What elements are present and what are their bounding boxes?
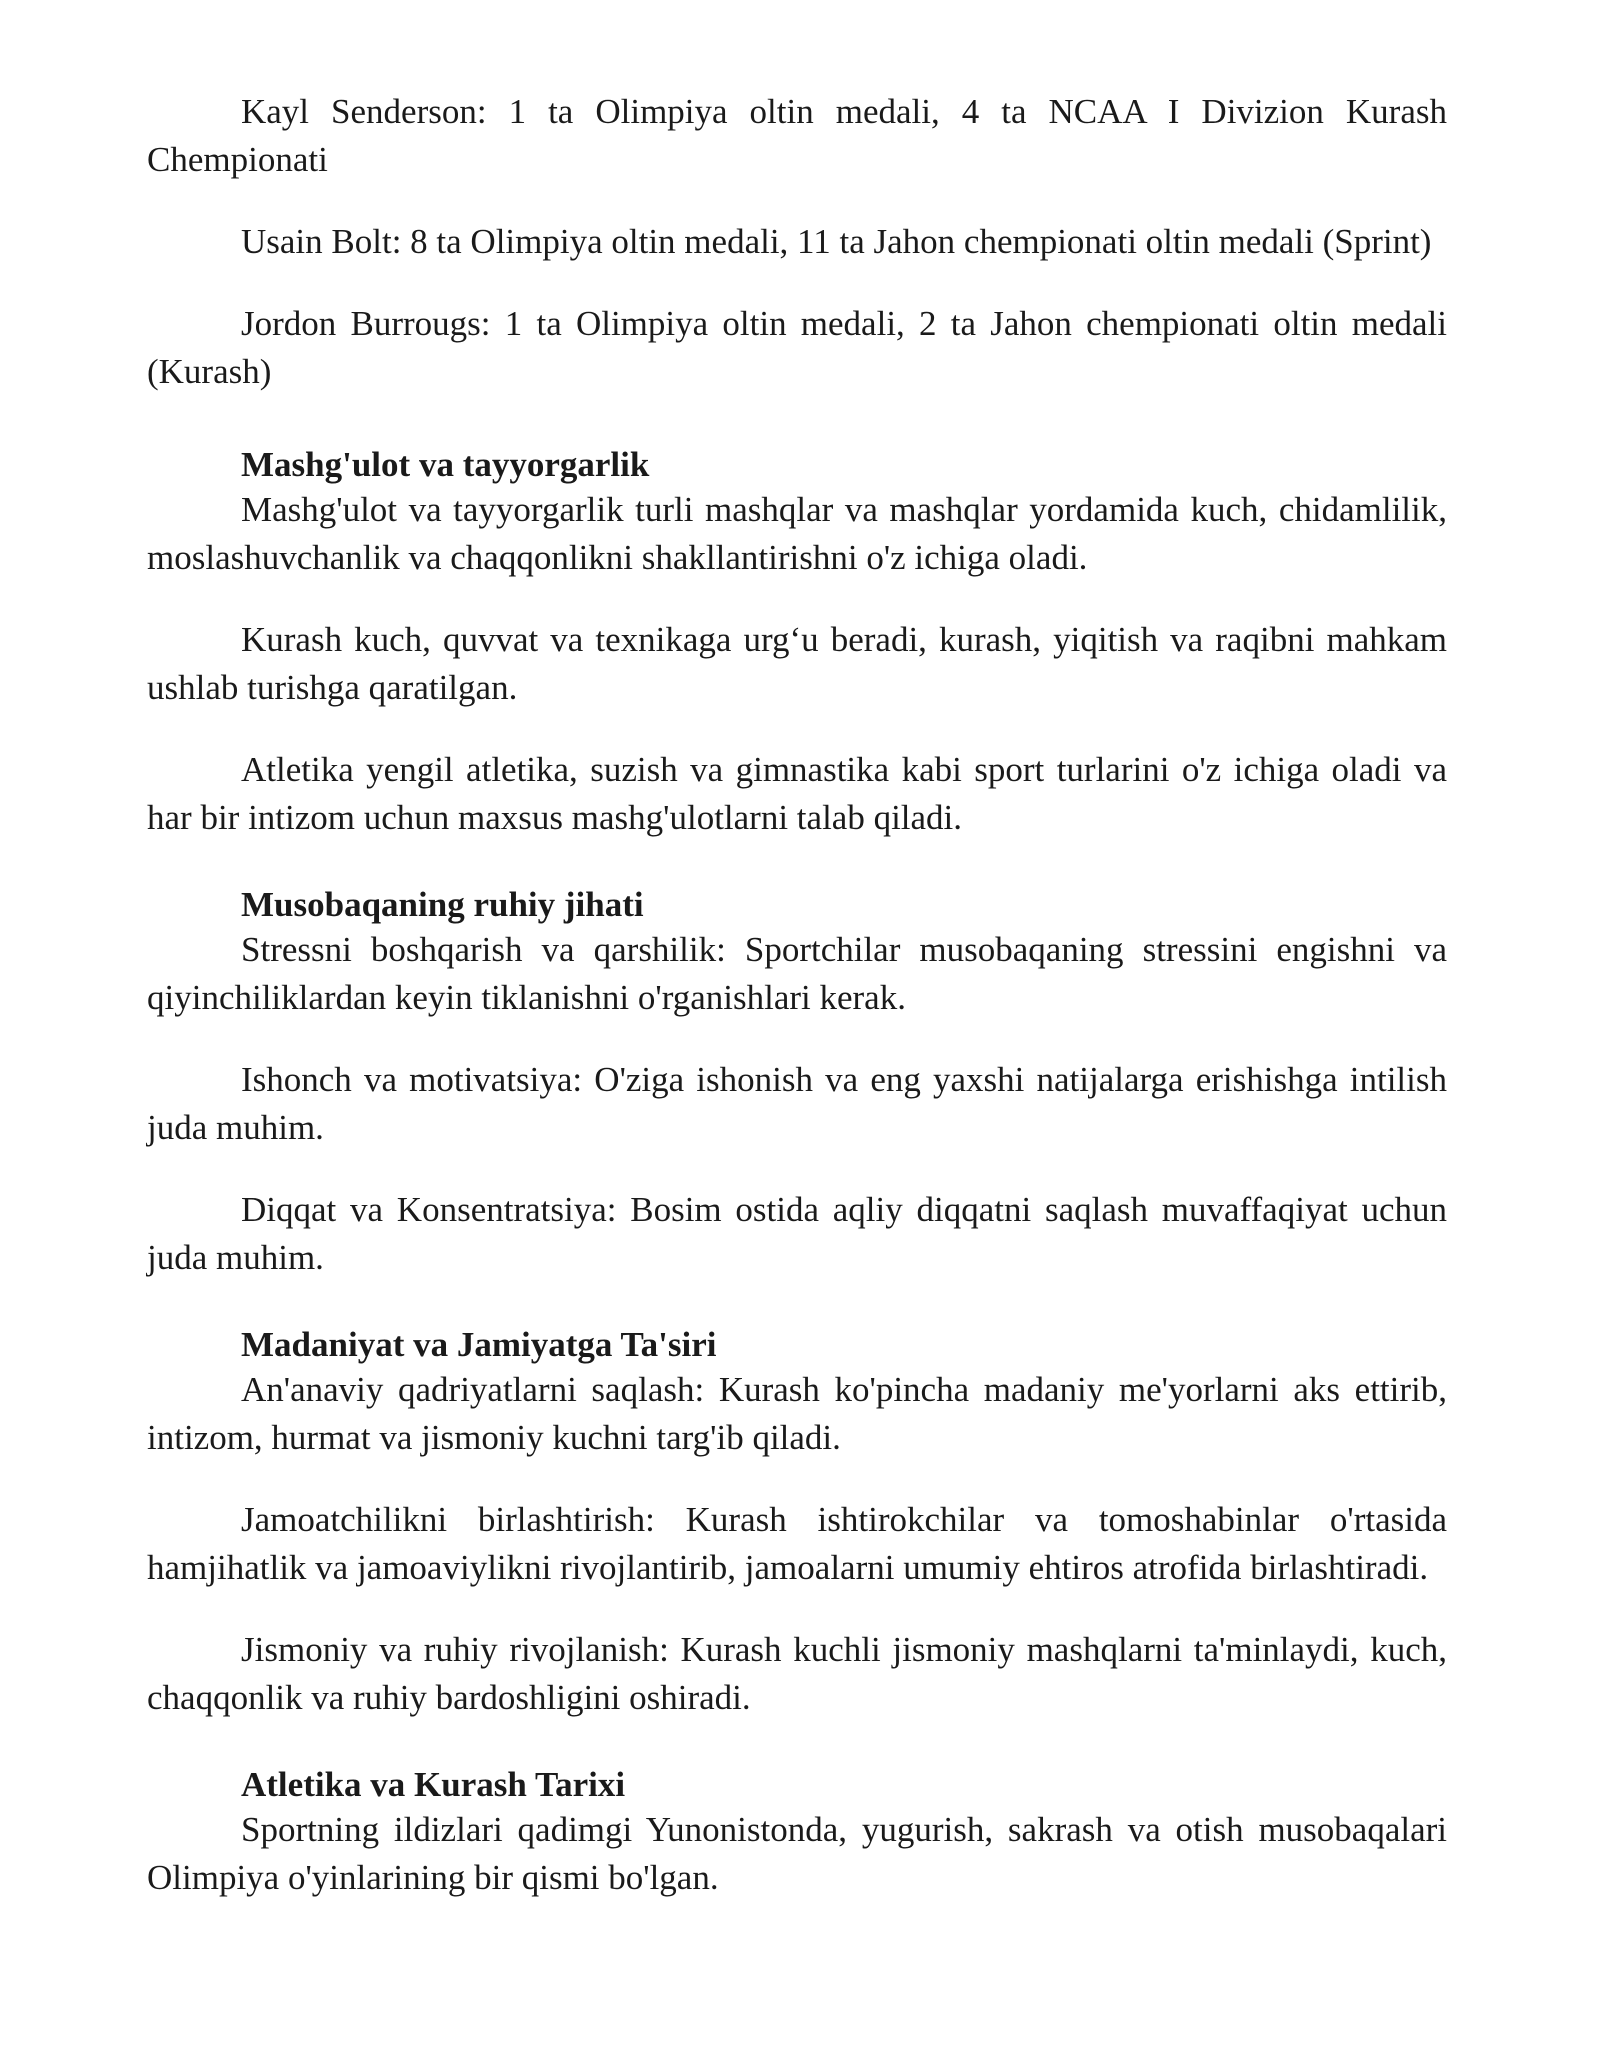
athlete-paragraph-2: Usain Bolt: 8 ta Olimpiya oltin medali, 11 ta Jahon chempionati oltin medali (Sprint) — [241, 222, 1432, 261]
training-heading: Mashg'ulot va tayyorgarlik — [241, 445, 650, 484]
psychology-paragraph-2: Ishonch va motivatsiya: O'ziga ishonish va eng yaxshi natijalarga erishishga intilish juda muhim. — [147, 1060, 1447, 1147]
psychology-paragraph-3: Diqqat va Konsentratsiya: Bosim ostida aqliy diqqatni saqlash muvaffaqiyat uchun juda muhim. — [147, 1190, 1447, 1277]
culture-paragraph-2: Jamoatchilikni birlashtirish: Kurash ishtirokchilar va tomoshabinlar o'rtasida hamjihatlik va jamoaviylikni rivojlantirib, jamoalarni umumiy ehtiros atrofida birlashtiradi. — [147, 1500, 1447, 1587]
training-paragraph-2: Kurash kuch, quvvat va texnikaga urg‘u beradi, kurash, yiqitish va raqibni mahkam ushlab turishga qaratilgan. — [147, 620, 1447, 707]
psychology-heading: Musobaqaning ruhiy jihati — [241, 885, 644, 924]
document-page — [147, 88, 1447, 1936]
athlete-paragraph-1: Kayl Senderson: 1 ta Olimpiya oltin medali, 4 ta NCAA I Divizion Kurash Chempionati — [147, 92, 1447, 179]
culture-paragraph-3: Jismoniy va ruhiy rivojlanish: Kurash kuchli jismoniy mashqlarni ta'minlaydi, kuch, chaqqonlik va ruhiy bardoshligini oshiradi. — [147, 1630, 1447, 1717]
training-paragraph-1: Mashg'ulot va tayyorgarlik turli mashqlar va mashqlar yordamida kuch, chidamlilik, moslashuvchanlik va chaqqonlikni shakllantirishni o'z ichiga oladi. — [147, 490, 1447, 577]
culture-heading: Madaniyat va Jamiyatga Ta'siri — [241, 1325, 717, 1364]
culture-paragraph-1: An'anaviy qadriyatlarni saqlash: Kurash ko'pincha madaniy me'yorlarni aks ettirib, intizom, hurmat va jismoniy kuchni targ'ib qiladi. — [147, 1370, 1447, 1457]
psychology-paragraph-1: Stressni boshqarish va qarshilik: Sportchilar musobaqaning stressini engishni va qiyinchiliklardan keyin tiklanishni o'rganishlari kerak. — [147, 930, 1447, 1017]
training-paragraph-3: Atletika yengil atletika, suzish va gimnastika kabi sport turlarini o'z ichiga oladi va har bir intizom uchun maxsus mashg'ulotlarni talab qiladi. — [147, 750, 1447, 837]
athlete-paragraph-3: Jordon Burrougs: 1 ta Olimpiya oltin medali, 2 ta Jahon chempionati oltin medali (Kurash) — [147, 304, 1447, 391]
history-heading: Atletika va Kurash Tarixi — [241, 1765, 626, 1804]
history-paragraph-1: Sportning ildizlari qadimgi Yunonistonda, yugurish, sakrash va otish musobaqalari Olimpiya o'yinlarining bir qismi bo'lgan. — [147, 1810, 1447, 1897]
